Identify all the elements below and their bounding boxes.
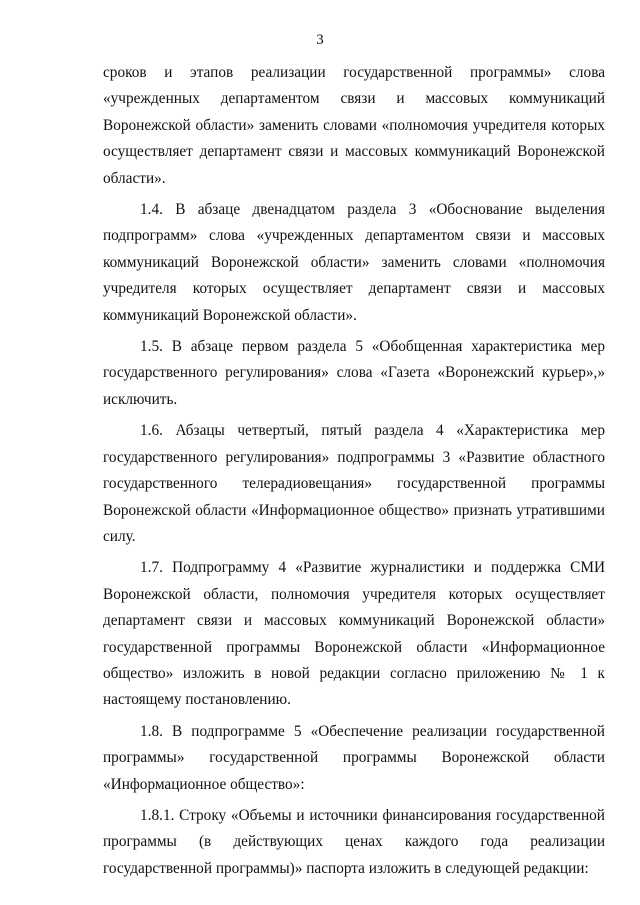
paragraph-1-5: 1.5. В абзаце первом раздела 5 «Обобщенная характеристика мер государственного регулирования» слова «Газета «Воронежский курьер»,» исключить. xyxy=(103,338,605,408)
page-number: 3 xyxy=(316,32,324,48)
paragraph-continuation: сроков и этапов реализации государственной программы» слова «учрежденных департаментом связи и массовых коммуникаций Воронежской области» заменить словами «полномочия учредителя которых осуществляет департамент связи и массовых коммуникаций Воронежской области». xyxy=(103,64,605,187)
document-body xyxy=(103,60,605,882)
paragraph-1-6: 1.6. Абзацы четвертый, пятый раздела 4 «Характеристика мер государственного регулирования» подпрограммы 3 «Развитие областного государственного телерадиовещания» государственной программы Воронежской области «Информационное общество» признать утратившими силу. xyxy=(103,422,605,545)
paragraph-1-4: 1.4. В абзаце двенадцатом раздела 3 «Обоснование выделения подпрограмм» слова «учрежденных департаментом связи и массовых коммуникаций Воронежской области» заменить словами «полномочия учредителя которых осуществляет департамент связи и массовых коммуникаций Воронежской области». xyxy=(103,201,605,324)
paragraph-1-8-1: 1.8.1. Строку «Объемы и источники финансирования государственной программы (в действующих ценах каждого года реализации государственной программы)» паспорта изложить в следующей редакции: xyxy=(103,806,605,877)
paragraph-1-7: 1.7. Подпрограмму 4 «Развитие журналистики и поддержка СМИ Воронежской области, полномочия учредителя которых осуществляет департамент связи и массовых коммуникаций Воронежской области» государственной программы Воронежской области «Информационное общество» изложить в новой редакции согласно приложению № 1 к настоящему постановлению. xyxy=(103,559,605,709)
paragraph-1-8: 1.8. В подпрограмме 5 «Обеспечение реализации государственной программы» государственной программы Воронежской области «Информационное общество»: xyxy=(103,722,605,793)
